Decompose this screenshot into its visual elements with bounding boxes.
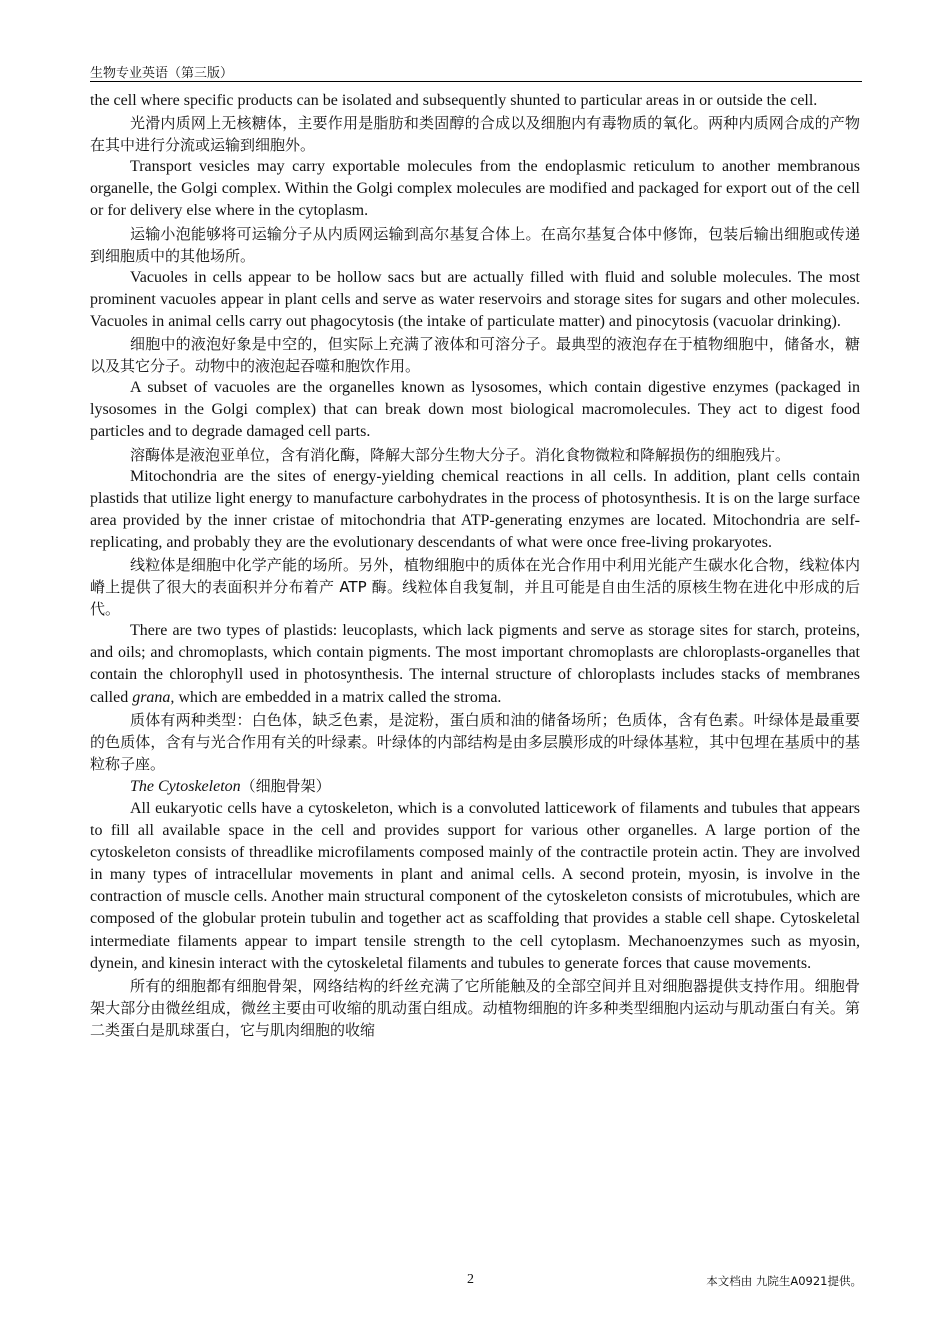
paragraph-zh: 光滑内质网上无核糖体，主要作用是脂肪和类固醇的合成以及细胞内有毒物质的氧化。两种内质网合成的产物在其中进行分流或运输到细胞外。 [90,114,860,155]
paragraph-zh: 线粒体是细胞中化学产能的场所。另外，植物细胞中的质体在光合作用中利用光能产生碳水化合物，线粒体内嵴上提供了很大的表面积并分布着产 ATP 酶。线粒体自我复制，并且可能是自由生活的原核生物在进化中形成的后代。 [90,555,860,619]
paragraph-en: Mitochondria are the sites of energy-yielding chemical reactions in all cells. In addition, plant cells contain plastids that utilize light energy to manufacture carbohydrates in the process of photosynthesis. It is on the large surface area provided by the inner cristae of mitochondria that ATP-generating enzymes are located. Mitochondria are self-replicating, and probably they are the evolutionary descendants of what were once free-living prokaryotes. [90,467,860,551]
paragraph-zh: 所有的细胞都有细胞骨架，网络结构的纤丝充满了它所能触及的全部空间并且对细胞器提供支持作用。细胞骨架大部分由微丝组成，微丝主要由可收缩的肌动蛋白组成。动植物细胞的许多种类型细胞内运动与肌动蛋白有关。第二类蛋白是肌球蛋白，它与肌肉细胞的收缩 [90,976,860,1039]
paragraph-zh: 细胞中的液泡好象是中空的，但实际上充满了液体和可溶分子。最典型的液泡存在于植物细胞中，储备水，糖以及其它分子。动物中的液泡起吞噬和胞饮作用。 [90,335,860,376]
paragraph-en: the cell where specific products can be isolated and subsequently shunted to particular areas in or outside the cell. [90,92,818,109]
header-rule [90,81,862,82]
page-body [90,90,860,1041]
text-segment: which are embedded in a matrix called the stroma. [174,688,502,706]
paragraph-zh: 溶酶体是液泡亚单位，含有消化酶，降解大部分生物大分子。消化食物微粒和降解损伤的细胞残片。 [130,445,791,464]
footer-credit: 本文档由 九院生A0921提供。 [706,1274,862,1288]
paragraph-en: Transport vesicles may carry exportable molecules from the endoplasmic reticulum to another membranous organelle, the Golgi complex. Within the Golgi complex molecules are modified and packaged for export out of the cell or for delivery else where in the cytoplasm. [90,158,860,220]
paragraph-en: A subset of vacuoles are the organelles known as lysosomes, which contain digestive enzymes (packaged in lysosomes in the Golgi complex) that can break down most biological macromolecules. They act to digest food particles and to degrade damaged cell parts. [90,379,860,441]
running-header: 生物专业英语（第三版） [90,66,234,81]
italic-term: grana, [132,688,175,706]
paragraph-zh: 运输小泡能够将可运输分子从内质网运输到高尔基复合体上。在高尔基复合体中修饰，包装后输出细胞或传递到细胞质中的其他场所。 [90,224,860,265]
paragraph-en: All eukaryotic cells have a cytoskeleton, which is a convoluted latticework of filaments and tubules that appears to fill all available space in the cell and provides support for various other organelles. A large portion of the cytoskeleton consists of threadlike microfilaments composed mainly of the contractile protein actin. They are involved in many types of intracellular movements in plant and animal cells. A second protein, myosin, is involve in the contraction of muscle cells. Another main structural component of the cytoskeleton consists of microtubules, which are composed of the globular protein tubulin and together act as scaffolding that provides a stable cell shape. Cytoskeletal intermediate filaments appear to impart tensile strength to the cell cytoplasm. Mechanoenzymes such as myosin, dynein, and kinesin interact with the cytoskeletal filaments and tubules to generate forces that cause movements. [90,800,860,972]
page-number: 2 [467,1272,474,1287]
paragraph-en: Vacuoles in cells appear to be hollow sacs but are actually filled with fluid and soluble molecules. The most prominent vacuoles appear in plant cells and serve as water reservoirs and storage sites for sugars and other molecules. Vacuoles in animal cells carry out phagocytosis (the intake of particulate matter) and pinocytosis (vacuolar drinking). [90,268,860,330]
section-heading [90,775,860,798]
text-segment: There are two types of plastids: leucoplasts, which lack pigments and serve as storage sites for starch, proteins, and oils; and chromoplasts, which contain pigments. The most important chromoplasts are chloroplasts-organelles that contain the chlorophyll used in photosynthesis. The internal structure of chloroplasts includes stacks of membranes called [90,622,860,706]
paragraph-zh: 质体有两种类型：白色体，缺乏色素，是淀粉，蛋白质和油的储备场所；色质体，含有色素。叶绿体是最重要的色质体，含有与光合作用有关的叶绿素。叶绿体的内部结构是由多层膜形成的叶绿体基粒，其中包埋在基质中的基粒称子座。 [90,710,860,773]
section-heading-en: The Cytoskeleton [130,777,241,795]
paragraph-en-plastids [90,620,860,708]
section-heading-zh: （细胞骨架） [240,776,331,795]
